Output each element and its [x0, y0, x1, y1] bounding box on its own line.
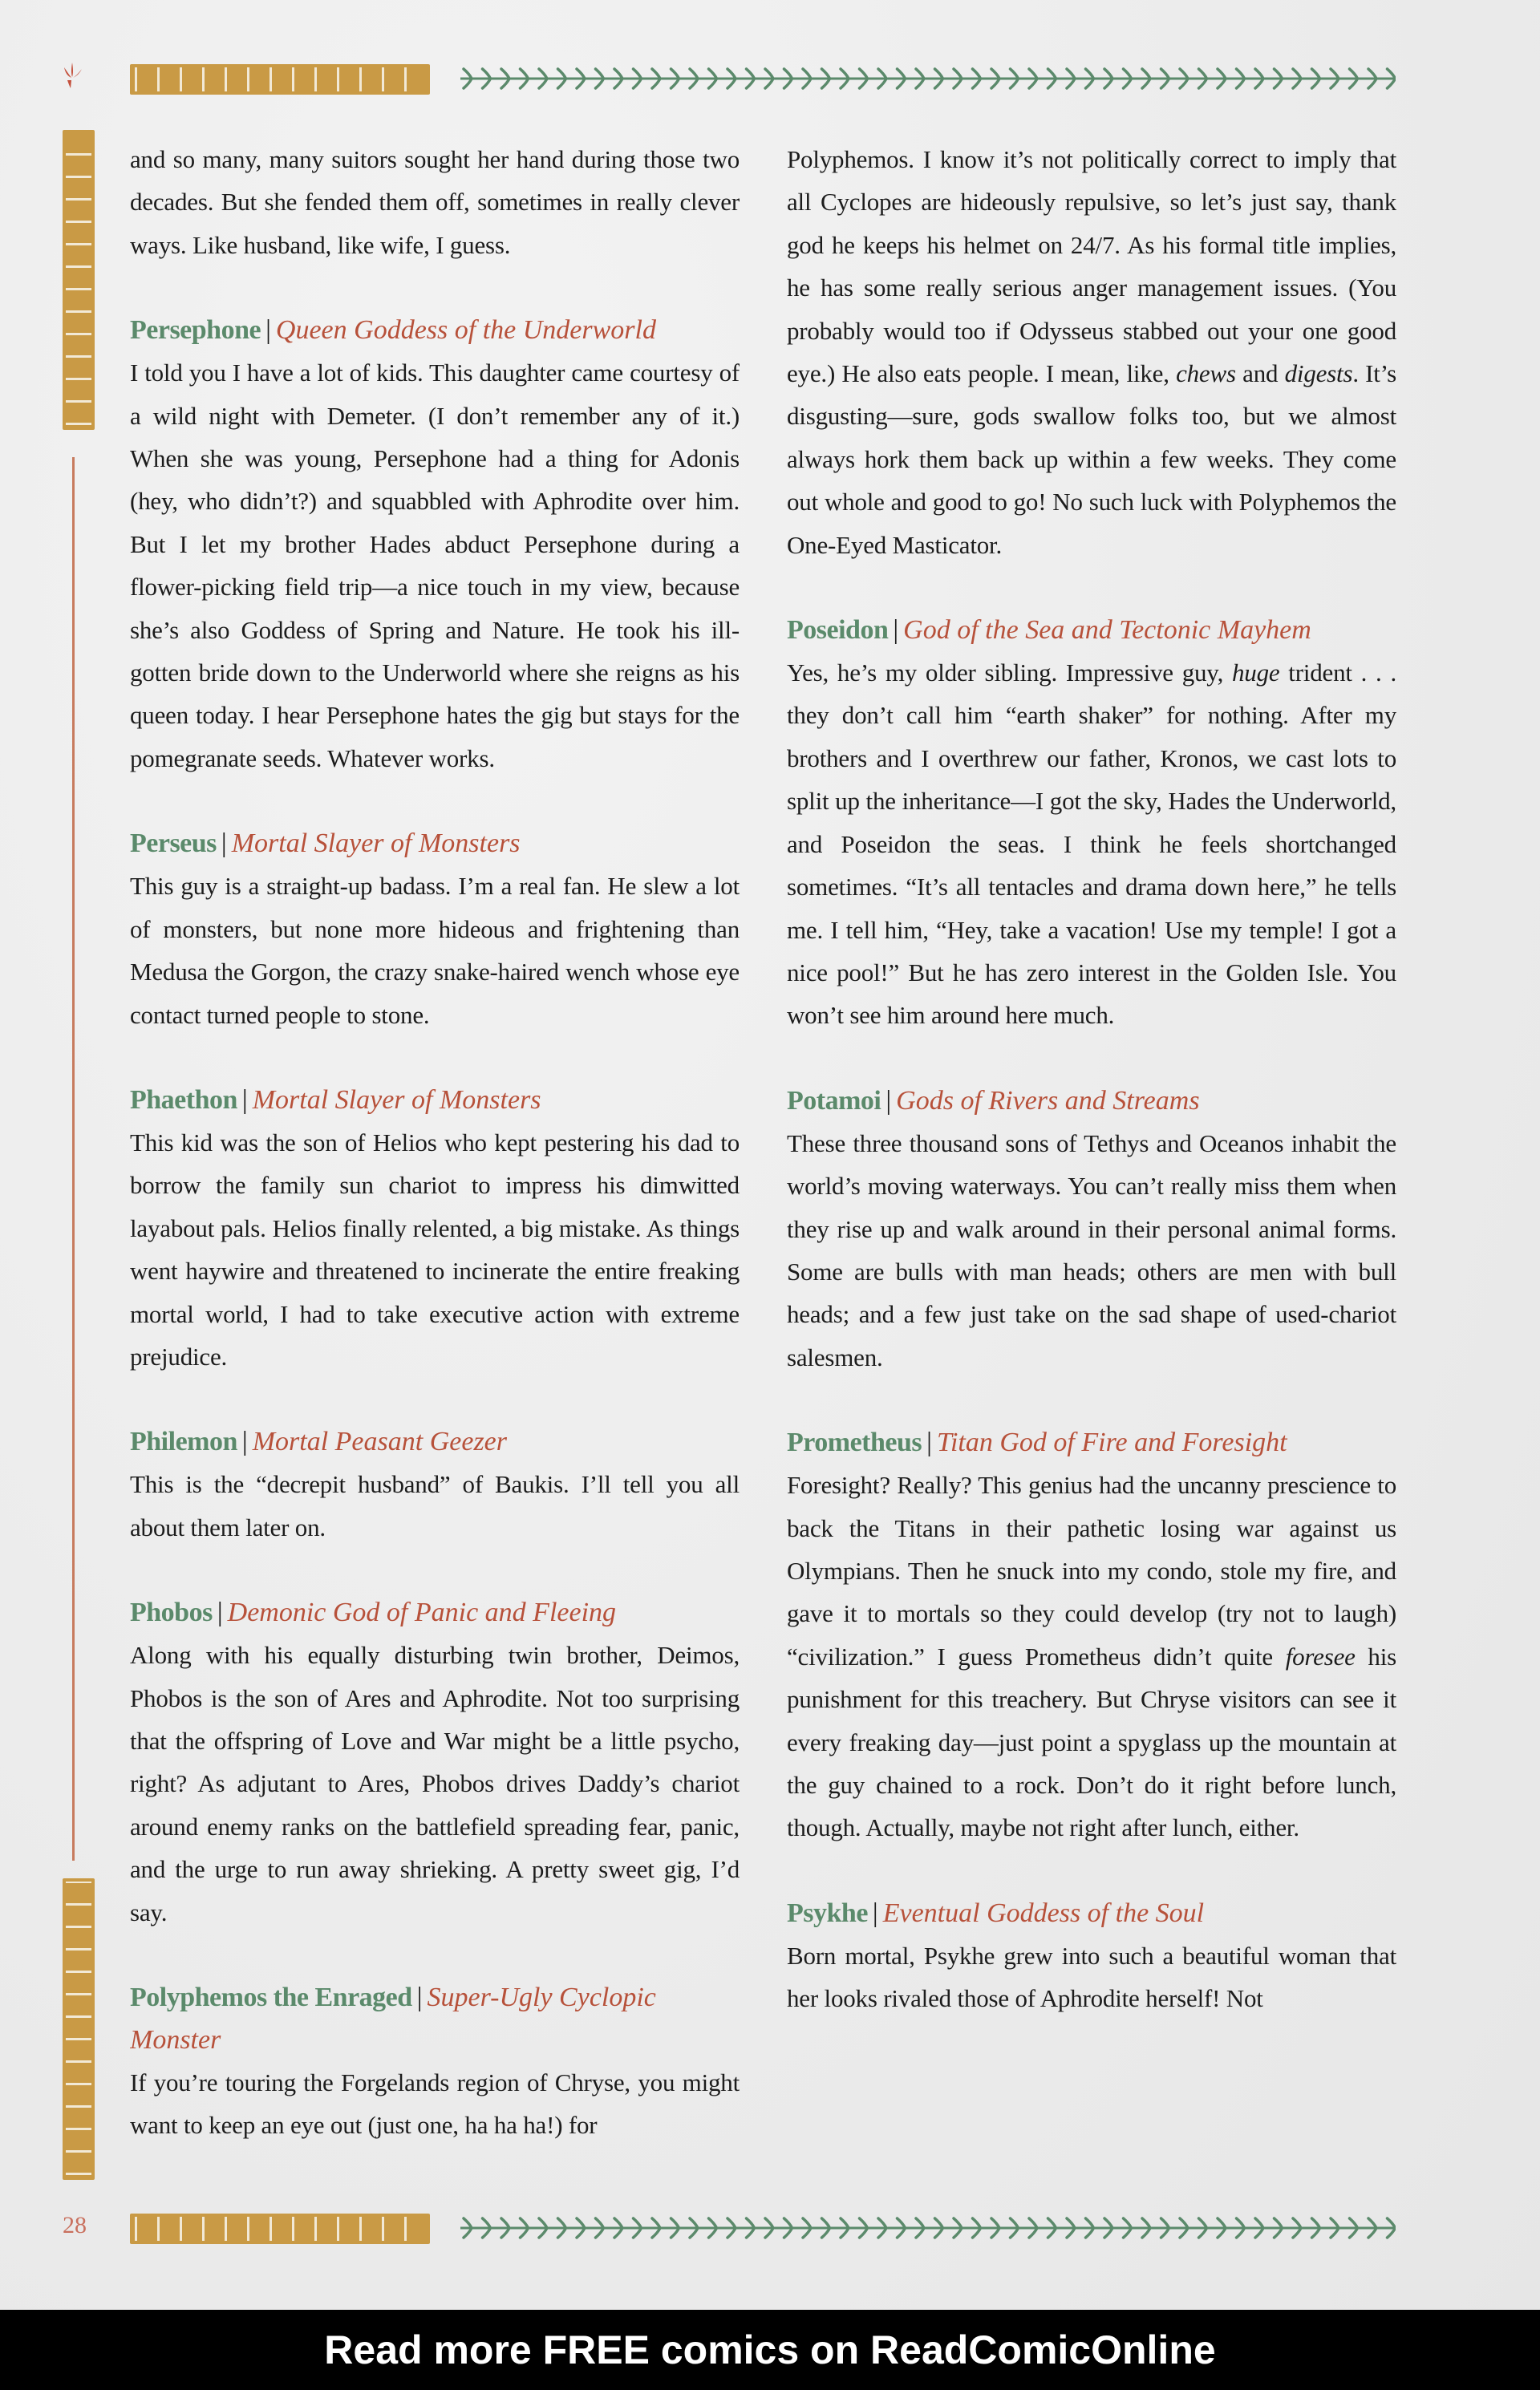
greek-key-border-bottom [130, 2214, 430, 2244]
entry-name: Polyphemos the Enraged [130, 1983, 412, 2012]
text-run: and [1235, 359, 1285, 388]
entry [130, 1420, 740, 1549]
promo-banner[interactable] [0, 2310, 1540, 2390]
entry-title: Queen Goddess of the Underworld [275, 315, 656, 346]
entry [787, 138, 1396, 566]
vine-border-bottom [460, 2212, 1396, 2244]
text-run: This kid was the son of Helios who kept pestering his dad to borrow the family sun chariot to impress his dimwitted layabout pals. Helios finally relented, a big mistake. As things went haywire and threatened to incinerate the entire freaking mortal world, I had to take executive action with extreme prejudice. [130, 1128, 740, 1371]
entry-text [130, 2061, 740, 2147]
text-run: This guy is a straight-up badass. I’m a real fan. He slew a lot of monsters, but none more hideous and frightening than Medusa the Gorgon, the crazy snake-haired wench whose eye contact turned people to stone. [130, 872, 740, 1029]
entry-title: God of the Sea and Tectonic Mayhem [903, 615, 1311, 646]
entry-text [787, 651, 1396, 1037]
entry-title: Mortal Peasant Geezer [252, 1427, 507, 1457]
entry-text [130, 1463, 740, 1549]
entry-heading [130, 1976, 740, 2061]
separator: | [872, 1898, 878, 1928]
entry-text [787, 138, 1396, 566]
entry [130, 1976, 740, 2147]
text-run: Polyphemos. I know it’s not politically correct to imply that all Cyclopes are hideously repulsive, so let’s just say, thank god he keeps his helmet on 24/7. As his formal title implies, he has some really serious anger management issues. (You probably would too if Odysseus stabbed out your one good eye.) He also eats people. I mean, like, [787, 145, 1396, 388]
emphasis-text: chews [1176, 359, 1236, 388]
entry-text [787, 1934, 1396, 2020]
separator: | [241, 1427, 248, 1457]
entry [130, 1591, 740, 1934]
separator: | [217, 1598, 223, 1628]
entry-heading [130, 1420, 740, 1463]
entry [787, 1080, 1396, 1379]
entry-title: Mortal Slayer of Monsters [252, 1084, 541, 1115]
greek-key-border-top [130, 64, 430, 95]
entry-title: Demonic God of Panic and Fleeing [227, 1598, 617, 1628]
text-run: trident . . . they don’t call him “earth shaker” for nothing. After my brothers and I overthrew our father, Kronos, we cast lots to split up the inheritance—I got the sky, Hades the Underworld, and Poseidon the seas. I think he feels shortchanged sometimes. “It’s all tentacles and drama down here,” he tells me. I tell him, “Hey, take a vacation! Use my temple! I got a nice pool!” But he has zero interest in the Golden Isle. You won’t see him around here much. [787, 658, 1396, 1030]
text-run: Along with his equally disturbing twin brother, Deimos, Phobos is the son of Ares and Aphrodite. Not too surprising that the offspring of Love and War might be a little psycho, right? As adjutant to Ares, Phobos drives Daddy’s chariot around enemy ranks on the battlefield spreading fear, panic, and the urge to run away shrieking. A pretty sweet gig, I’d say. [130, 1641, 740, 1926]
separator: | [265, 315, 271, 346]
entry [130, 1079, 740, 1378]
vine-border-top [460, 63, 1396, 95]
entry [130, 309, 740, 780]
red-rule-left [72, 457, 75, 1861]
entry-text [787, 1122, 1396, 1379]
separator: | [886, 1085, 892, 1116]
emphasis-text: huge [1232, 658, 1280, 687]
entry [787, 609, 1396, 1037]
entry-name: Persephone [130, 315, 261, 346]
entry-heading [787, 1421, 1396, 1464]
entry-name: Phaethon [130, 1084, 237, 1115]
text-run: Foresight? Really? This genius had the uncanny prescience to back the Titans in their pathetic losing war against us Olympians. Then he snuck into my condo, stole my fire, and gave it to mortals so they could develop (try not to laugh) “civilization.” I guess Prometheus didn’t quite [787, 1471, 1396, 1671]
entry-title: Super-Ugly Cyclopic Monster [130, 1983, 656, 2055]
entry-name: Psykhe [787, 1898, 868, 1928]
promo-banner-text: Read more FREE comics on ReadComicOnline [324, 2327, 1216, 2372]
entry [130, 138, 740, 266]
entry-title: Gods of Rivers and Streams [896, 1085, 1200, 1116]
text-run: and so many, many suitors sought her hand during those two decades. But she fended them off, sometimes in really clever ways. Like husband, like wife, I guess. [130, 145, 740, 259]
entry-text [130, 138, 740, 266]
entry-text [787, 1464, 1396, 1849]
separator: | [416, 1983, 423, 2012]
greek-key-border-left-bottom [63, 1878, 95, 2180]
entry [787, 1421, 1396, 1849]
entry-text [130, 351, 740, 780]
text-run: his punishment for this treachery. But Chryse visitors can see it every freaking day—just point a spyglass up the mountain at the guy chained to a rock. Don’t do it right before lunch, though. Actually, maybe not right after lunch, either. [787, 1642, 1396, 1842]
entry-heading [130, 822, 740, 865]
text-column-left [130, 138, 740, 2199]
entry-name: Perseus [130, 828, 217, 859]
emphasis-text: digests [1284, 359, 1353, 388]
entry-name: Philemon [130, 1427, 237, 1457]
entry-title: Mortal Slayer of Monsters [231, 828, 521, 859]
text-run: . It’s disgusting—sure, gods swallow folks too, but we almost always hork them back up within a few weeks. They come out whole and good to go! No such luck with Polyphemos the One-Eyed Masticator. [787, 359, 1396, 559]
entry-name: Prometheus [787, 1428, 922, 1458]
entry-text [130, 1121, 740, 1378]
entry-name: Potamoi [787, 1085, 881, 1116]
entry-heading [787, 609, 1396, 651]
entry-heading [130, 309, 740, 351]
text-run: Yes, he’s my older sibling. Impressive guy, [787, 658, 1232, 687]
separator: | [221, 828, 227, 859]
entry-text [130, 865, 740, 1036]
separator: | [893, 615, 899, 646]
text-run: This is the “decrepit husband” of Baukis. I’ll tell you all about them later on. [130, 1470, 740, 1541]
text-run: I told you I have a lot of kids. This daughter came courtesy of a wild night with Demeter. (I don’t remember any of it.) When she was young, Persephone had a thing for Adonis (hey, who didn’t?) and squabbled with Aphrodite over him. But I let my brother Hades abduct Persephone during a flower-picking field trip—a nice touch in my view, because she’s also Goddess of Spring and Nature. He took his ill-gotten bride down to the Underworld where she reigns as his queen today. I hear Persephone hates the gig but stays for the pomegranate seeds. Whatever works. [130, 358, 740, 772]
text-run: These three thousand sons of Tethys and Oceanos inhabit the world’s moving waterways. You can’t really miss them when they rise up and walk around in their personal animal forms. Some are bulls with man heads; others are men with bull heads; and a few just take on the sad shape of used-chariot salesmen. [787, 1128, 1396, 1371]
entry-title: Titan God of Fire and Foresight [936, 1428, 1287, 1458]
text-column-right [787, 138, 1396, 2199]
entry [130, 822, 740, 1036]
text-run: If you’re touring the Forgelands region of Chryse, you might want to keep an eye out (just one, ha ha ha!) for [130, 2068, 740, 2140]
entry-heading [787, 1892, 1396, 1934]
entry-name: Poseidon [787, 615, 889, 646]
page-number: 28 [63, 2212, 87, 2238]
flourish-ornament-icon [59, 61, 85, 90]
emphasis-text: foresee [1285, 1642, 1356, 1671]
separator: | [926, 1428, 932, 1458]
entry [787, 1892, 1396, 2020]
entry-name: Phobos [130, 1598, 213, 1628]
entry-title: Eventual Goddess of the Soul [882, 1898, 1205, 1928]
greek-key-border-left-top [63, 130, 95, 430]
entry-heading [130, 1591, 740, 1634]
entry-text [130, 1634, 740, 1934]
entry-heading [130, 1079, 740, 1121]
text-run: Born mortal, Psykhe grew into such a beautiful woman that her looks rivaled those of Aphrodite herself! Not [787, 1941, 1396, 2013]
entry-heading [787, 1080, 1396, 1122]
separator: | [241, 1084, 248, 1115]
